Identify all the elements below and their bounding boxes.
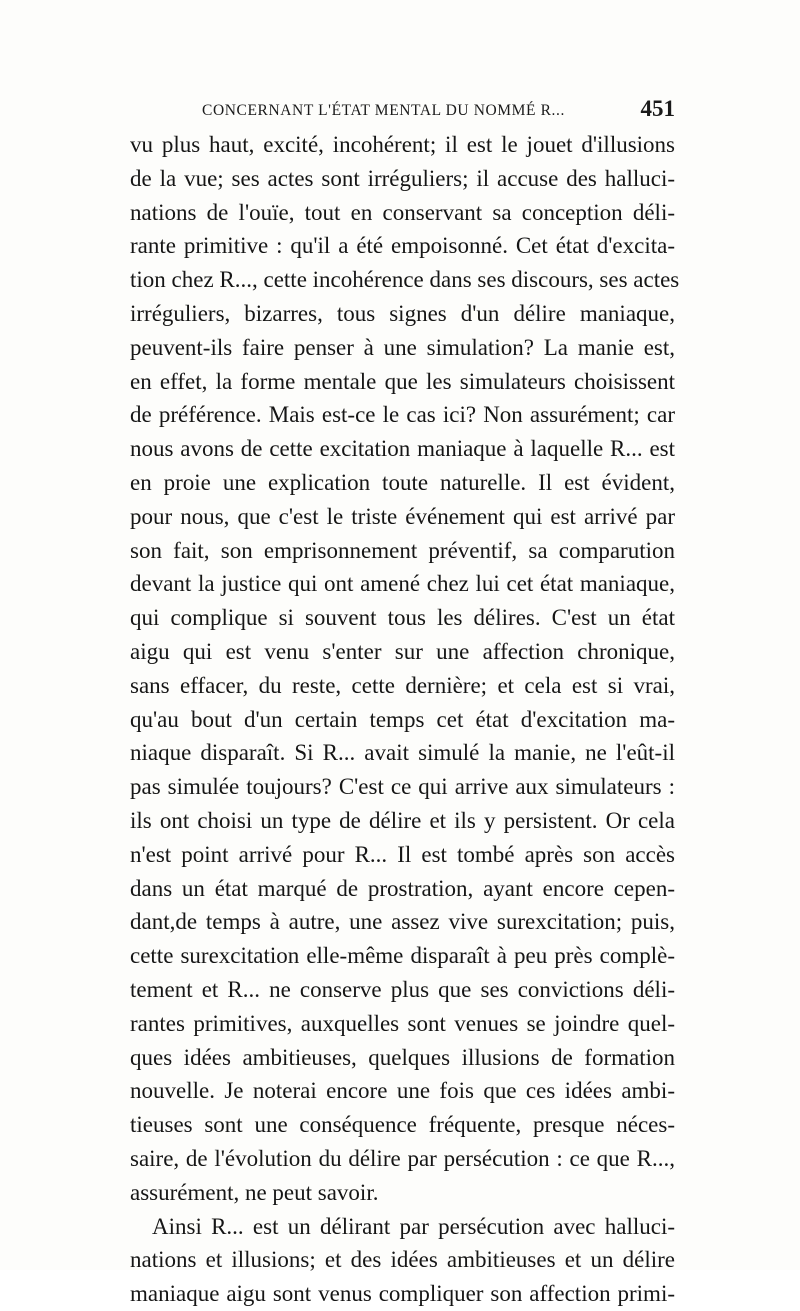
text-line: peuvent-ils faire penser à une simulation? La manie est, [130, 334, 675, 360]
page-number: 451 [640, 96, 675, 121]
running-head: CONCERNANT L'ÉTAT MENTAL DU NOMMÉ R... [202, 102, 565, 119]
text-line: n'est point arrivé pour R... Il est tombé après son accès [130, 841, 675, 867]
text-line: ques idées ambitieuses, quelques illusions de formation [130, 1044, 675, 1070]
body-text [130, 128, 680, 1311]
text-line: rante primitive : qu'il a été empoisonné. Cet état d'excita- [130, 233, 675, 259]
text-line: pas simulée toujours? C'est ce qui arrive aux simulateurs : [130, 774, 675, 800]
text-line: devant la justice qui ont amené chez lui cet état maniaque, [130, 571, 675, 597]
text-line: assurément, ne peut savoir. [130, 1179, 379, 1205]
text-line: dans un état marqué de prostration, ayant encore cepen- [130, 875, 675, 901]
text-line: de préférence. Mais est-ce le cas ici? Non assurément; car [130, 402, 675, 428]
text-line: aigu qui est venu s'enter sur une affection chronique, [130, 638, 675, 664]
text-line: son fait, son emprisonnement préventif, sa comparution [130, 537, 675, 563]
text-line: nations de l'ouïe, tout en conservant sa conception déli- [130, 199, 675, 225]
text-line: dant,de temps à autre, une assez vive surexcitation; puis, [130, 909, 675, 935]
page-header [130, 96, 675, 126]
text-line: tion chez R..., cette incohérence dans ses discours, ses actes [130, 267, 680, 293]
text-line: tement et R... ne conserve plus que ses convictions déli- [130, 976, 675, 1002]
text-line: pour nous, que c'est le triste événement qui est arrivé par [130, 503, 675, 529]
text-line: niaque disparaît. Si R... avait simulé la manie, ne l'eût-il [130, 740, 675, 766]
text-line: nouvelle. Je noterai encore une fois que ces idées ambi- [130, 1078, 675, 1104]
text-line: nous avons de cette excitation maniaque à laquelle R... est [130, 436, 675, 462]
text-line: Ainsi R... est un délirant par persécution avec halluci- [152, 1213, 675, 1239]
text-line: saire, de l'évolution du délire par persécution : ce que R..., [130, 1145, 675, 1171]
text-line: qui complique si souvent tous les délires. C'est un état [130, 605, 675, 631]
text-line: irréguliers, bizarres, tous signes d'un délire maniaque, [130, 300, 675, 326]
text-line: nations et illusions; et des idées ambitieuses et un délire [130, 1247, 675, 1273]
text-line: rantes primitives, auxquelles sont venues se joindre quel- [130, 1010, 675, 1036]
text-line: maniaque aigu sont venus compliquer son affection primi- [130, 1281, 675, 1307]
text-line: vu plus haut, excité, incohérent; il est le jouet d'illusions [130, 132, 675, 157]
text-line: en proie une explication toute naturelle. Il est évident, [130, 469, 675, 495]
text-line: qu'au bout d'un certain temps cet état d'excitation ma- [130, 706, 675, 732]
text-line: ils ont choisi un type de délire et ils y persistent. Or cela [130, 807, 675, 833]
text-line: cette surexcitation elle-même disparaît à peu près complè- [130, 943, 675, 969]
text-line: de la vue; ses actes sont irréguliers; il accuse des halluci- [130, 165, 675, 191]
text-line: sans effacer, du reste, cette dernière; et cela est si vrai, [130, 672, 675, 698]
text-line: en effet, la forme mentale que les simulateurs choisissent [130, 368, 675, 394]
text-line: tieuses sont une conséquence fréquente, presque néces- [130, 1112, 675, 1138]
